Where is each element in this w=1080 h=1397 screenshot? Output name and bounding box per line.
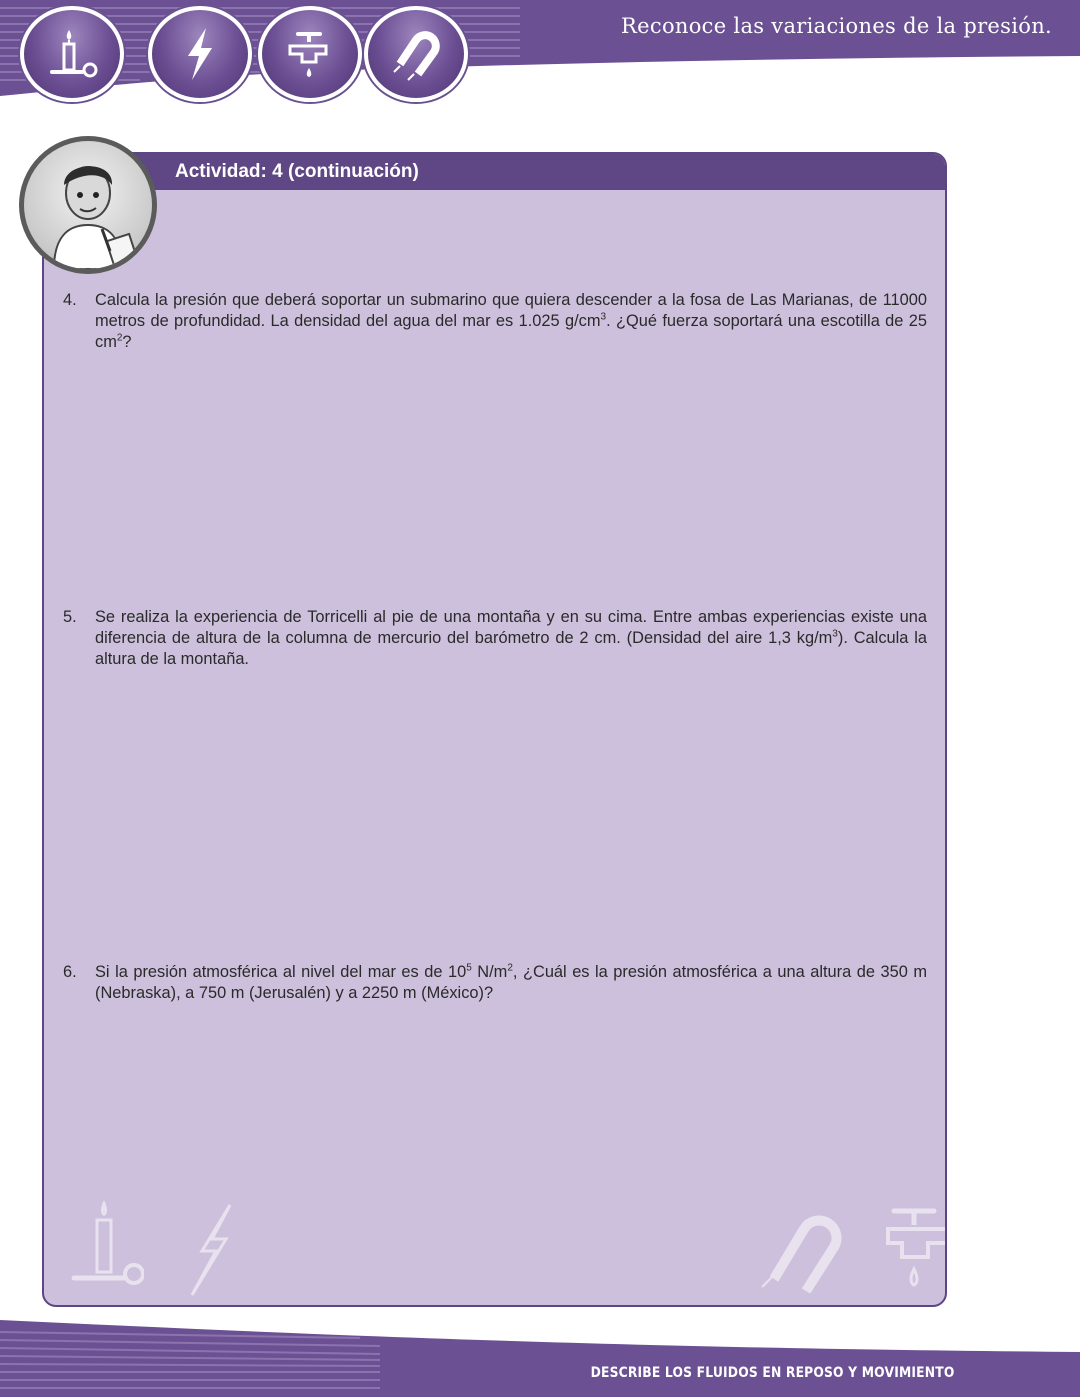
question-4 bbox=[63, 290, 927, 353]
question-text: Se realiza la experiencia de Torricelli al pie de una montaña y en su cima. Entre ambas experiencias existe una diferencia de altura de la columna de mercurio del barómetro de 2 cm. (Densidad del aire 1,3 $kg/m^3$). Calcula la altura de la montaña. bbox=[95, 608, 927, 668]
section-title: Reconoce las variaciones de la presión. bbox=[621, 14, 1052, 38]
lightning-watermark-icon bbox=[174, 1199, 244, 1299]
magnet-icon bbox=[364, 6, 468, 102]
activity-title: Actividad: 4 (continuación) bbox=[175, 161, 419, 182]
question-number: 4. bbox=[63, 291, 77, 309]
activity-header bbox=[44, 154, 945, 190]
candle-watermark-icon bbox=[64, 1194, 144, 1294]
question-5 bbox=[63, 607, 927, 670]
faucet-icon bbox=[258, 6, 362, 102]
question-6 bbox=[63, 962, 927, 1004]
candle-icon bbox=[20, 6, 124, 102]
footer-band bbox=[0, 1320, 1080, 1397]
question-text: Si la presión atmosférica al nivel del mar es de $10^5$ $N/m^2$, ¿Cuál es la presión atmosférica a una altura de 350 m (Nebraska), a 750 m (Jerusalén) y a 2250 m (México)? bbox=[95, 962, 927, 1002]
lightning-icon bbox=[148, 6, 252, 102]
question-text: Calcula la presión que deberá soportar un submarino que quiera descender a la fosa de Las Marianas, de 11000 metros de profundidad. La densidad del agua del mar es 1.025 $g/cm^3$. ¿Qué fuerza soportará una escotilla de 25 $cm^2$? bbox=[95, 291, 928, 351]
magnet-watermark-icon bbox=[754, 1199, 854, 1299]
student-avatar bbox=[19, 136, 157, 274]
faucet-watermark-icon bbox=[874, 1199, 947, 1299]
question-number: 5. bbox=[63, 608, 77, 626]
footer-title: DESCRIBE LOS FLUIDOS EN REPOSO Y MOVIMIENTO bbox=[590, 1365, 954, 1381]
question-number: 6. bbox=[63, 963, 77, 981]
